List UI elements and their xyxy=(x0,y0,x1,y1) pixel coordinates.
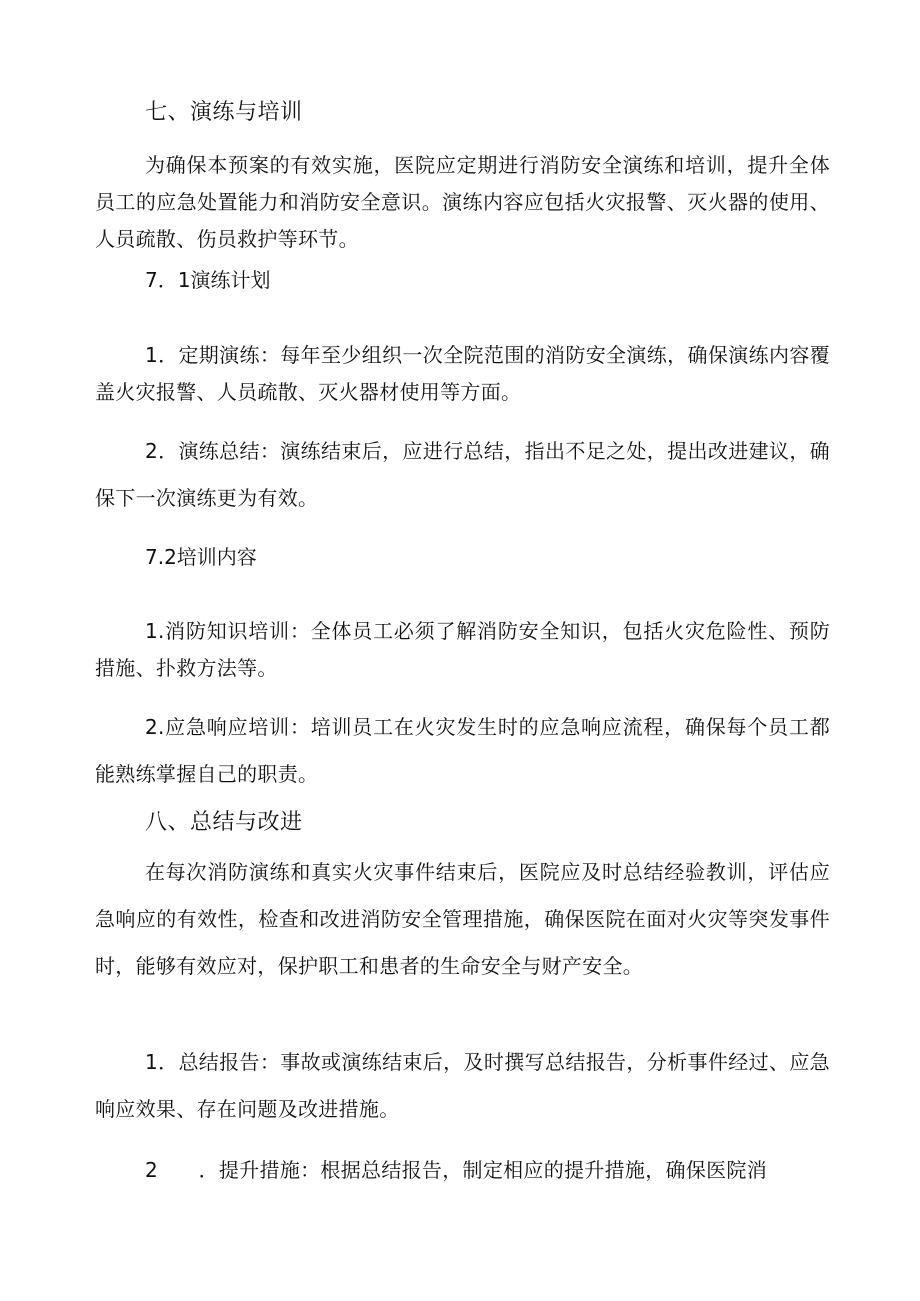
section-intro-drills-training: 为确保本预案的有效实施，医院应定期进行消防安全演练和培训，提升全体员工的应急处置能力和消防安全意识。演练内容应包括火灾报警、灭火器的使用、人员疏散、伤员救护等环节。 xyxy=(95,153,830,251)
subsection-title-training-content: 7.2培训内容 xyxy=(145,545,257,569)
list-item-emergency-response-training: 2.应急响应培训：培训员工在火灾发生时的应急响应流程，确保每个员工都能熟练掌握自己的职责。 xyxy=(95,715,830,786)
section-heading-summary-improvement: 八、总结与改进 xyxy=(145,810,303,835)
section-intro-summary-improvement: 在每次消防演练和真实火灾事件结束后，医院应及时总结经验教训，评估应急响应的有效性，检查和改进消防安全管理措施，确保医院在面对火灾等突发事件时，能够有效应对，保护职工和患者的生命安全与财产安全。 xyxy=(95,860,830,978)
list-item-summary-report: 1．总结报告：事故或演练结束后，及时撰写总结报告，分析事件经过、应急响应效果、存在问题及改进措施。 xyxy=(95,1050,830,1121)
list-item-drill-summary: 2．演练总结：演练结束后，应进行总结，指出不足之处，提出改进建议，确保下一次演练更为有效。 xyxy=(95,439,830,510)
list-item-fire-knowledge-training: 1.消防知识培训：全体员工必须了解消防安全知识，包括火灾危险性、预防措施、扑救方法等。 xyxy=(95,619,830,680)
subsection-title-drill-plan: 7．1演练计划 xyxy=(145,268,271,292)
list-item-improvement-measures: 2 ．提升措施：根据总结报告，制定相应的提升措施，确保医院消 xyxy=(145,1158,768,1182)
list-item-regular-drills: 1．定期演练：每年至少组织一次全院范围的消防安全演练，确保演练内容覆盖火灾报警、人员疏散、灭火器材使用等方面。 xyxy=(95,343,830,404)
section-heading-drills-training: 七、演练与培训 xyxy=(145,100,303,125)
